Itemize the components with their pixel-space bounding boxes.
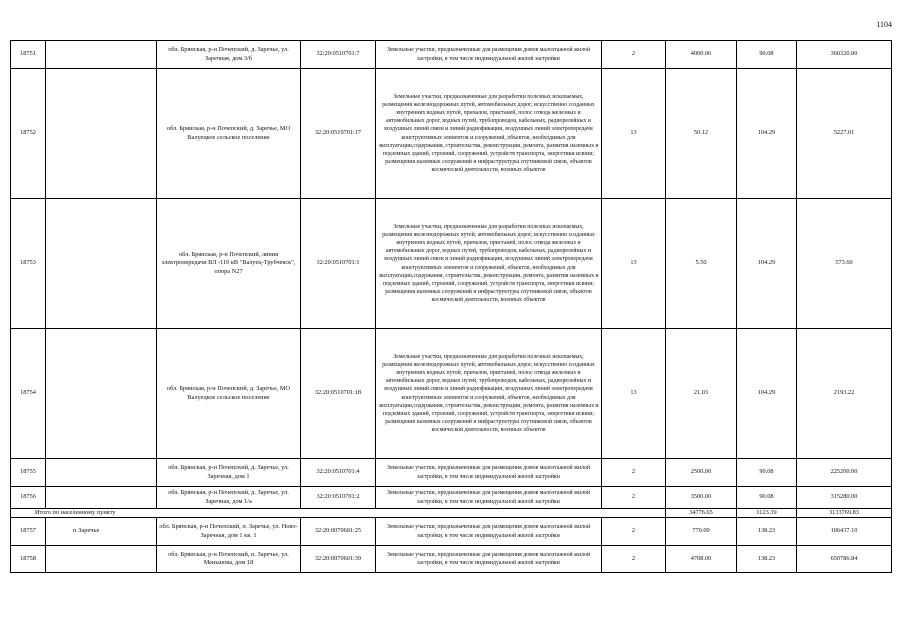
row-value: 650786.84 xyxy=(797,546,892,573)
row-usage: Земельные участки, предназначенные для размещения домов малоэтажной жилой застройки, в том числе индивидуальной жилой застройки xyxy=(376,487,602,509)
blank-cell xyxy=(46,329,157,459)
row-id: 18752 xyxy=(11,69,46,199)
row-rate: 104.29 xyxy=(737,329,797,459)
subtotal-rate: 1123.39 xyxy=(737,509,797,518)
row-id: 18755 xyxy=(11,459,46,487)
row-group: 2 xyxy=(602,41,666,69)
page-number: 1104 xyxy=(876,20,892,29)
table-row xyxy=(11,518,892,546)
table-row xyxy=(11,459,892,487)
row-area: 50.12 xyxy=(666,69,737,199)
row-value: 2193.22 xyxy=(797,329,892,459)
table-row xyxy=(11,199,892,329)
row-group: 2 xyxy=(602,487,666,509)
blank-cell xyxy=(46,199,157,329)
row-group: 2 xyxy=(602,459,666,487)
row-cadastral-number: 32:20:0070601:39 xyxy=(301,546,376,573)
row-cadastral-number: 32:20:0070601:25 xyxy=(301,518,376,546)
land-register-table xyxy=(10,40,892,573)
blank-cell xyxy=(46,41,157,69)
locality-heading: п Заречье xyxy=(73,527,100,534)
row-usage: Земельные участки, предназначенные для размещения домов малоэтажной жилой застройки, в том числе индивидуальной жилой застройки xyxy=(376,518,602,546)
row-rate: 90.08 xyxy=(737,41,797,69)
row-area: 770.00 xyxy=(666,518,737,546)
row-address: обл. Брянская, р-н Почепский, п. Заречье, ул. Ново-Заречная, дом 1 кв. 1 xyxy=(157,518,301,546)
row-usage: Земельные участки, предназначенные для разработки полезных ископаемых, размещения железнодорожных путей, автомобильных дорог, искусственно созданных внутренних водных путей, причалов, пристаней, полос отвода железных и автомобильных дорог, водных путей, трубопроводов, кабельных, радиорелейных и воздушных линий связи и линий радиофикации, воздушных линий электропередачи конструктивных элементов и сооружений, объектов, необходимых для эксплуатации,содержания, строительства, реконструкции, ремонта, развития наземных и подземных зданий, строений, сооружений, устройств транспорта, энергетики исвязи; размещения наземных сооружений и инфраструктуры спутниковой связи, объектов космической деятельности, военных объектов xyxy=(376,329,602,459)
row-area: 21.03 xyxy=(666,329,737,459)
row-id: 18754 xyxy=(11,329,46,459)
row-area: 4000.00 xyxy=(666,41,737,69)
row-usage: Земельные участки, предназначенные для размещения домов малоэтажной жилой застройки, в том числе индивидуальной жилой застройки xyxy=(376,459,602,487)
row-usage: Земельные участки, предназначенные для разработки полезных ископаемых, размещения железнодорожных путей, автомобильных дорог, искусственно созданных внутренних водных путей, причалов, пристаней, полос отвода железных и автомобильных дорог, водных путей, трубопроводов, кабельных, радиорелейных и воздушных линий связи и линий радиофикации, воздушных линий электропередачи конструктивных элементов и сооружений, объектов, необходимых для эксплуатации,содержания, строительства, реконструкции, ремонта, развития наземных и подземных зданий, строений, сооружений, устройств транспорта, энергетики исвязи; размещения наземных сооружений и инфраструктуры спутниковой связи, объектов космической деятельности, военных объектов xyxy=(376,69,602,199)
blank-cell xyxy=(46,487,157,509)
row-rate: 104.29 xyxy=(737,199,797,329)
row-cadastral-number: 32:20:0510701:4 xyxy=(301,459,376,487)
row-id: 18751 xyxy=(11,41,46,69)
row-value: 315280.00 xyxy=(797,487,892,509)
row-rate: 138.23 xyxy=(737,518,797,546)
table-row xyxy=(11,329,892,459)
row-usage: Земельные участки, предназначенные для размещения домов малоэтажной жилой застройки, в том числе индивидуальной жилой застройки xyxy=(376,41,602,69)
row-cadastral-number: 32:20:0510701:18 xyxy=(301,329,376,459)
blank-cell xyxy=(46,69,157,199)
row-group: 13 xyxy=(602,329,666,459)
row-address: обл. Брянская, р-н Почепский, д. Заречье, ул. Заречная, дом 1 xyxy=(157,459,301,487)
row-rate: 138.23 xyxy=(737,546,797,573)
row-id: 18757 xyxy=(11,518,46,546)
row-group: 13 xyxy=(602,199,666,329)
row-address: обл. Брянская, р-н Почепский, п. Заречье, ул. Меньшова, дом 18 xyxy=(157,546,301,573)
row-area: 3500.00 xyxy=(666,487,737,509)
table-row xyxy=(11,487,892,509)
subtotal-area: 34776.65 xyxy=(666,509,737,518)
row-group: 13 xyxy=(602,69,666,199)
row-address: обл. Брянская, р-н Почепский, линия электропередачи ВЛ -110 кВ "Валуец-Трубчевск", опора N27 xyxy=(157,199,301,329)
row-cadastral-number: 32:20:0510701:7 xyxy=(301,41,376,69)
row-area: 2500.00 xyxy=(666,459,737,487)
subtotal-label: Итого по населенному пункту xyxy=(11,509,666,518)
row-area: 4708.00 xyxy=(666,546,737,573)
table-row xyxy=(11,69,892,199)
row-area: 5.50 xyxy=(666,199,737,329)
row-id: 18758 xyxy=(11,546,46,573)
row-cadastral-number: 32:20:0510701:2 xyxy=(301,487,376,509)
row-rate: 104.29 xyxy=(737,69,797,199)
row-value: 106437.10 xyxy=(797,518,892,546)
row-usage: Земельные участки, предназначенные для размещения домов малоэтажной жилой застройки, в том числе индивидуальной жилой застройки xyxy=(376,546,602,573)
row-cadastral-number: 32:20:0510701:1 xyxy=(301,199,376,329)
row-address: обл. Брянская, р-н Почепский, д. Заречье, МО Валуецкое сельское поселение xyxy=(157,329,301,459)
row-group: 2 xyxy=(602,546,666,573)
row-value: 360320.00 xyxy=(797,41,892,69)
row-rate: 90.08 xyxy=(737,459,797,487)
blank-cell xyxy=(46,518,157,546)
row-address: обл. Брянская, р-н Почепский, д. Заречье, МО Валуецкое сельское поселение xyxy=(157,69,301,199)
row-cadastral-number: 32:20:0510701:17 xyxy=(301,69,376,199)
row-value: 573.60 xyxy=(797,199,892,329)
table-row xyxy=(11,41,892,69)
table-row xyxy=(11,546,892,573)
row-rate: 90.08 xyxy=(737,487,797,509)
blank-cell xyxy=(46,546,157,573)
row-id: 18756 xyxy=(11,487,46,509)
row-usage: Земельные участки, предназначенные для разработки полезных ископаемых, размещения железнодорожных путей, автомобильных дорог, искусственно созданных внутренних водных путей, причалов, пристаней, полос отвода железных и автомобильных дорог, водных путей, трубопроводов, кабельных, радиорелейных и воздушных линий связи и линий радиофикации, воздушных линий электропередачи конструктивных элементов и сооружений, объектов, необходимых для эксплуатации,содержания, строительства, реконструкции, ремонта, развития наземных и подземных зданий, строений, сооружений, устройств транспорта, энергетики исвязи; размещения наземных сооружений и инфраструктуры спутниковой связи, объектов космической деятельности, военных объектов xyxy=(376,199,602,329)
row-value: 225200.00 xyxy=(797,459,892,487)
blank-cell xyxy=(46,459,157,487)
row-address: обл. Брянская, р-н Почепский, д. Заречье, ул. Заречная, дом 3/б xyxy=(157,41,301,69)
row-address: обл. Брянская, р-н Почепский, д. Заречье, ул. Заречная, дом 1/а xyxy=(157,487,301,509)
subtotal-row xyxy=(11,509,892,518)
subtotal-value: 3133769.83 xyxy=(797,509,892,518)
row-group: 2 xyxy=(602,518,666,546)
row-value: 5227.01 xyxy=(797,69,892,199)
row-id: 18753 xyxy=(11,199,46,329)
